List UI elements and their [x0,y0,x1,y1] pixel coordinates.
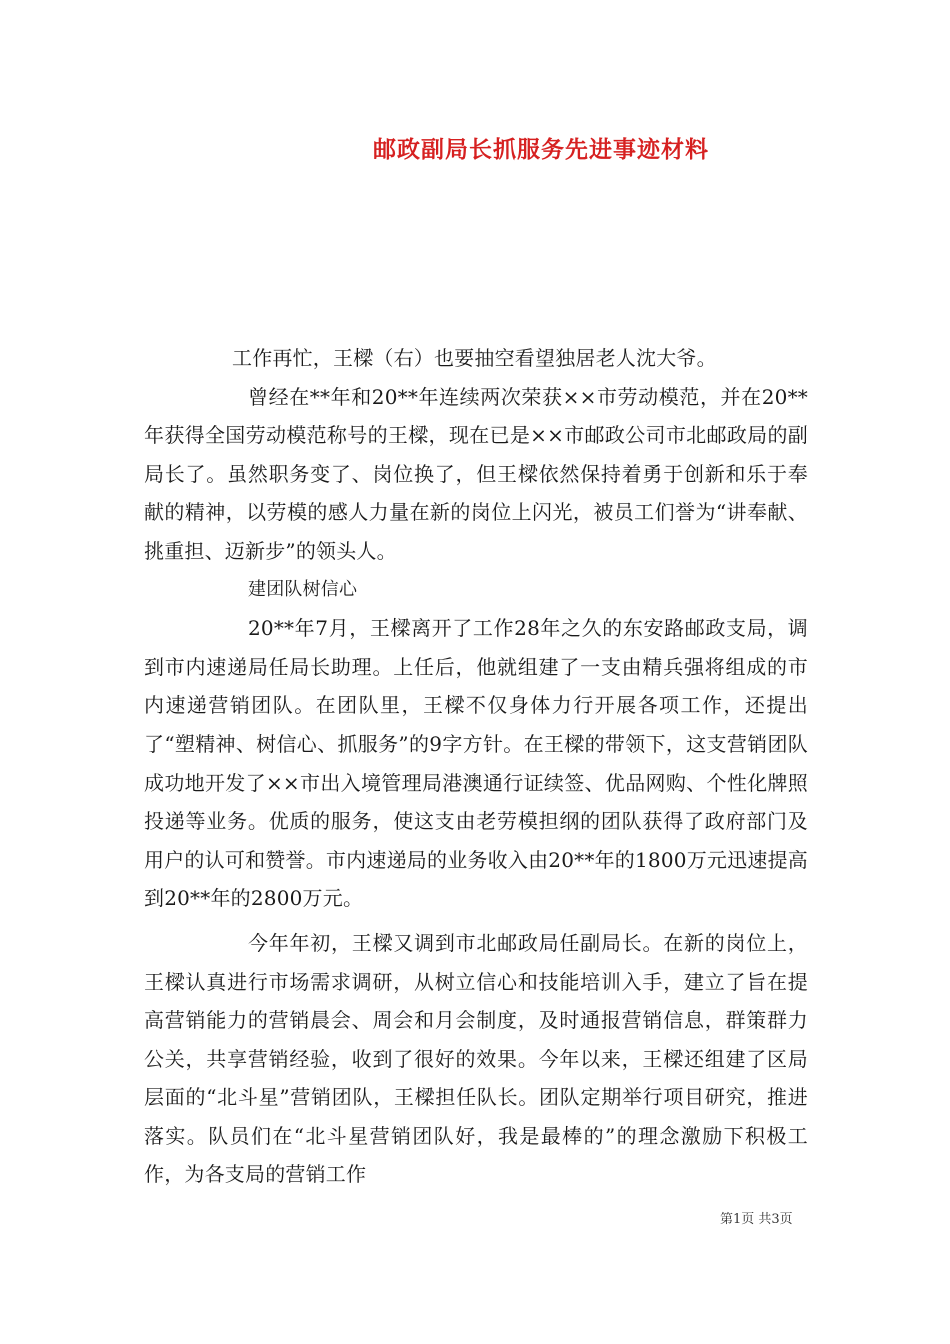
page-number: 第1页 共3页 [720,1212,793,1227]
paragraph-intro: 曾经在**年和20**年连续两次荣获××市劳动模范，并在20**年获得全国劳动模范称号的王樑，现在已是××市邮政公司市北邮政局的副局长了。虽然职务变了、岗位换了，但王樑依然保持着勇于创新和乐于奉献的精神，以劳模的感人力量在新的岗位上闪光，被员工们誉为“讲奉献、挑重担、迈新步”的领头人。 [144,384,808,563]
document-body [144,339,808,1194]
document-title: 邮政副局长抓服务先进事迹材料 [373,136,709,163]
paragraph-new-post: 今年年初，王樑又调到市北邮政局任副局长。在新的岗位上，王樑认真进行市场需求调研，从树立信心和技能培训入手，建立了旨在提高营销能力的营销晨会、周会和月会制度，及时通报营销信息，群策群力公关，共享营销经验，收到了很好的效果。今年以来，王樑还组建了区局层面的“北斗星”营销团队，王樑担任队长。团队定期举行项目研究，推进落实。队员们在“北斗星营销团队好，我是最棒的”的理念激励下积极工作，为各支局的营销工作 [144,930,808,1187]
photo-caption: 工作再忙，王樑（右）也要抽空看望独居老人沈大爷。 [232,346,717,370]
paragraph-team: 20**年7月，王樑离开了工作28年之久的东安路邮政支局，调到市内速递局任局长助理。上任后，他就组建了一支由精兵强将组成的市内速递营销团队。在团队里，王樑不仅身体力行开展各项工作，还提出了“塑精神、树信心、抓服务”的9字方针。在王樑的带领下，这支营销团队成功地开发了××市出入境管理局港澳通行证续签、优品网购、个性化牌照投递等业务。优质的服务，使这支由老劳模担纲的团队获得了政府部门及用户的认可和赞誉。市内速递局的业务收入由20**年的1800万元迅速提高到20**年的2800万元。 [144,616,808,911]
section-heading: 建团队树信心 [248,578,358,600]
